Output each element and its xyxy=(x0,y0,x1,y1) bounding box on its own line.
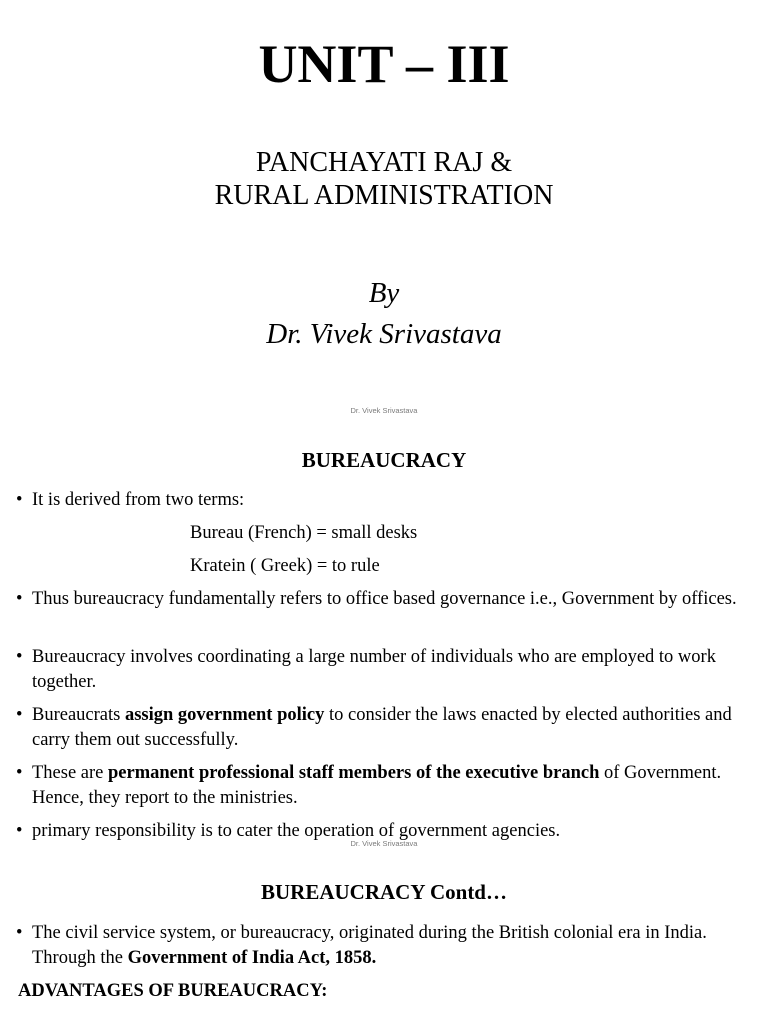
bullet-text-bold: permanent professional staff members of the executive branch xyxy=(108,763,600,783)
slide2-bullet-3 xyxy=(16,645,756,695)
slide2-bullet-5 xyxy=(16,761,756,811)
bullet-text: Bureaucracy involves coordinating a large number of individuals who are employed to work together. xyxy=(32,647,716,692)
bullet-text: Thus bureaucracy fundamentally refers to office based governance i.e., Government by offices. xyxy=(32,589,737,609)
slide2-bullet-2 xyxy=(16,587,756,612)
slide3-subheading: ADVANTAGES OF BUREAUCRACY: xyxy=(18,981,328,1001)
bullet-text: It is derived from two terms: xyxy=(32,490,245,510)
slide1-title: UNIT – III xyxy=(258,34,510,94)
bullet-text-post: of Government. Hence, they report to the ministries. xyxy=(32,763,722,808)
slide2-bullet-1 xyxy=(16,488,756,513)
slide2-footer: Dr. Vivek Srivastava xyxy=(350,839,418,848)
slide1-subtitle xyxy=(0,146,768,212)
subtitle-line1: PANCHAYATI RAJ & xyxy=(255,147,513,178)
slide3-bullet-1 xyxy=(16,921,756,971)
slide1-footer: Dr. Vivek Srivastava xyxy=(350,406,418,415)
slide3-heading: BUREAUCRACY Contd… xyxy=(261,880,507,904)
bullet-text-pre: Bureaucrats xyxy=(32,705,125,725)
slide1-author: Dr. Vivek Srivastava xyxy=(266,318,502,350)
slide2-term-kratein: Kratein ( Greek) = to rule xyxy=(190,556,380,576)
bullet-text-pre: These are xyxy=(32,763,109,783)
subtitle-line2: RURAL ADMINISTRATION xyxy=(214,180,554,211)
slide1-by: By xyxy=(368,277,400,309)
bullet-text-pre: The civil service system, or bureaucracy, originated during the British colonial era in India. Through the xyxy=(32,923,707,968)
bullet-text-bold: Government of India Act, 1858. xyxy=(127,948,377,968)
slide2-bullet-4 xyxy=(16,703,756,753)
bullet-text-post: to consider the laws enacted by elected authorities and carry them out successfully. xyxy=(32,705,732,750)
bullet-text: primary responsibility is to cater the operation of government agencies. xyxy=(32,821,561,841)
slide2-term-bureau: Bureau (French) = small desks xyxy=(190,523,418,543)
bullet-text-bold: assign government policy xyxy=(124,705,325,725)
slide2-heading: BUREAUCRACY xyxy=(301,448,467,472)
